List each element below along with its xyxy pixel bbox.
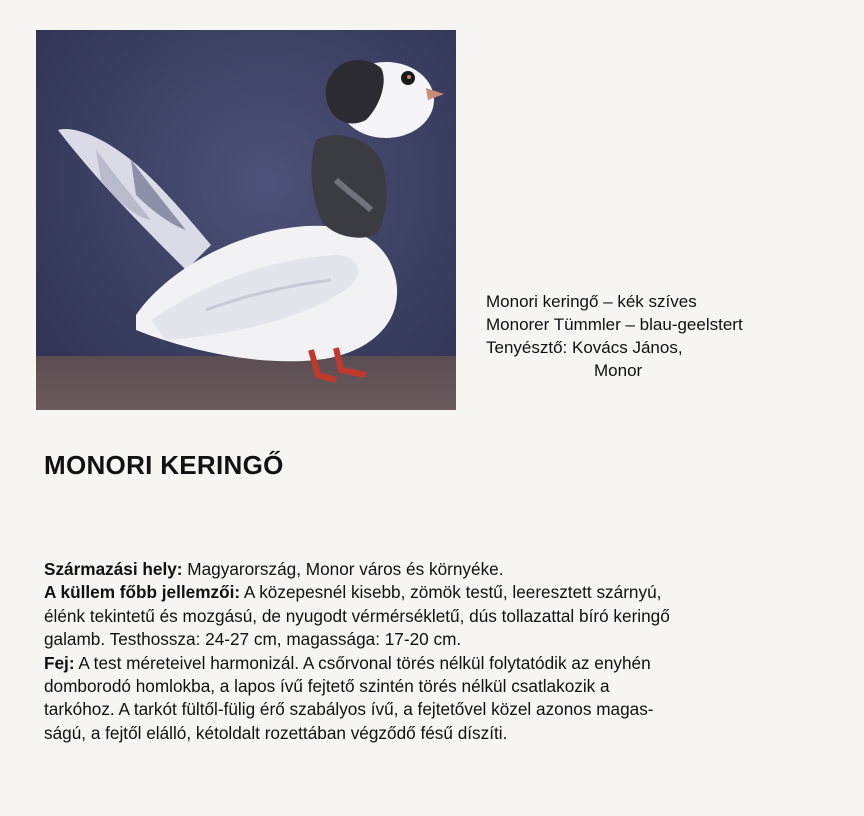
description-text [44, 558, 812, 745]
origin-text: Magyarország, Monor város és környéke. [182, 559, 504, 579]
head-paragraph-line: tarkóhoz. A tarkót fültől-fülig érő szabályos ívű, a fejtetővel közel azonos magas- [44, 699, 654, 720]
head-paragraph-line: domborodó homlokba, a lapos ívű fejtető szintén törés nélkül csatlakozik a [44, 676, 610, 697]
pigeon-illustration [36, 30, 456, 410]
appearance-paragraph-line: élénk tekintetű és mozgású, de nyugodt vérmérsékletű, dús tollazattal bíró keringő [44, 605, 670, 626]
appearance-paragraph-line [44, 581, 812, 604]
head-label: Fej: [44, 652, 75, 673]
caption-breeder: Tenyésztő: Kovács János, [486, 338, 683, 357]
origin-paragraph [44, 558, 812, 581]
appearance-label: A küllem főbb jellemzői: [44, 582, 241, 603]
page-title: MONORI KERINGŐ [44, 450, 284, 480]
origin-label: Származási hely: [44, 559, 183, 579]
appearance-paragraph-line: galamb. Testhossza: 24-27 cm, magassága: 17-20 cm. [44, 629, 462, 650]
pigeon-photo [36, 30, 456, 410]
head-paragraph-line: ságú, a fejtől elálló, kétoldalt rozettában végződő fésű díszíti. [44, 722, 508, 743]
caption-breed-name: Monori keringő – kék szíves [486, 292, 697, 311]
photo-caption [486, 290, 826, 382]
appearance-text: A közepesnél kisebb, zömök testű, leeresztett szárnyú, [240, 582, 662, 603]
caption-location: Monor [594, 361, 643, 380]
head-text: A test méreteivel harmonizál. A csőrvonal törés nélkül folytatódik az enyhén [74, 652, 651, 673]
head-paragraph-line [44, 652, 812, 675]
caption-german-name: Monorer Tümmler – blau-geelstert [486, 315, 743, 334]
